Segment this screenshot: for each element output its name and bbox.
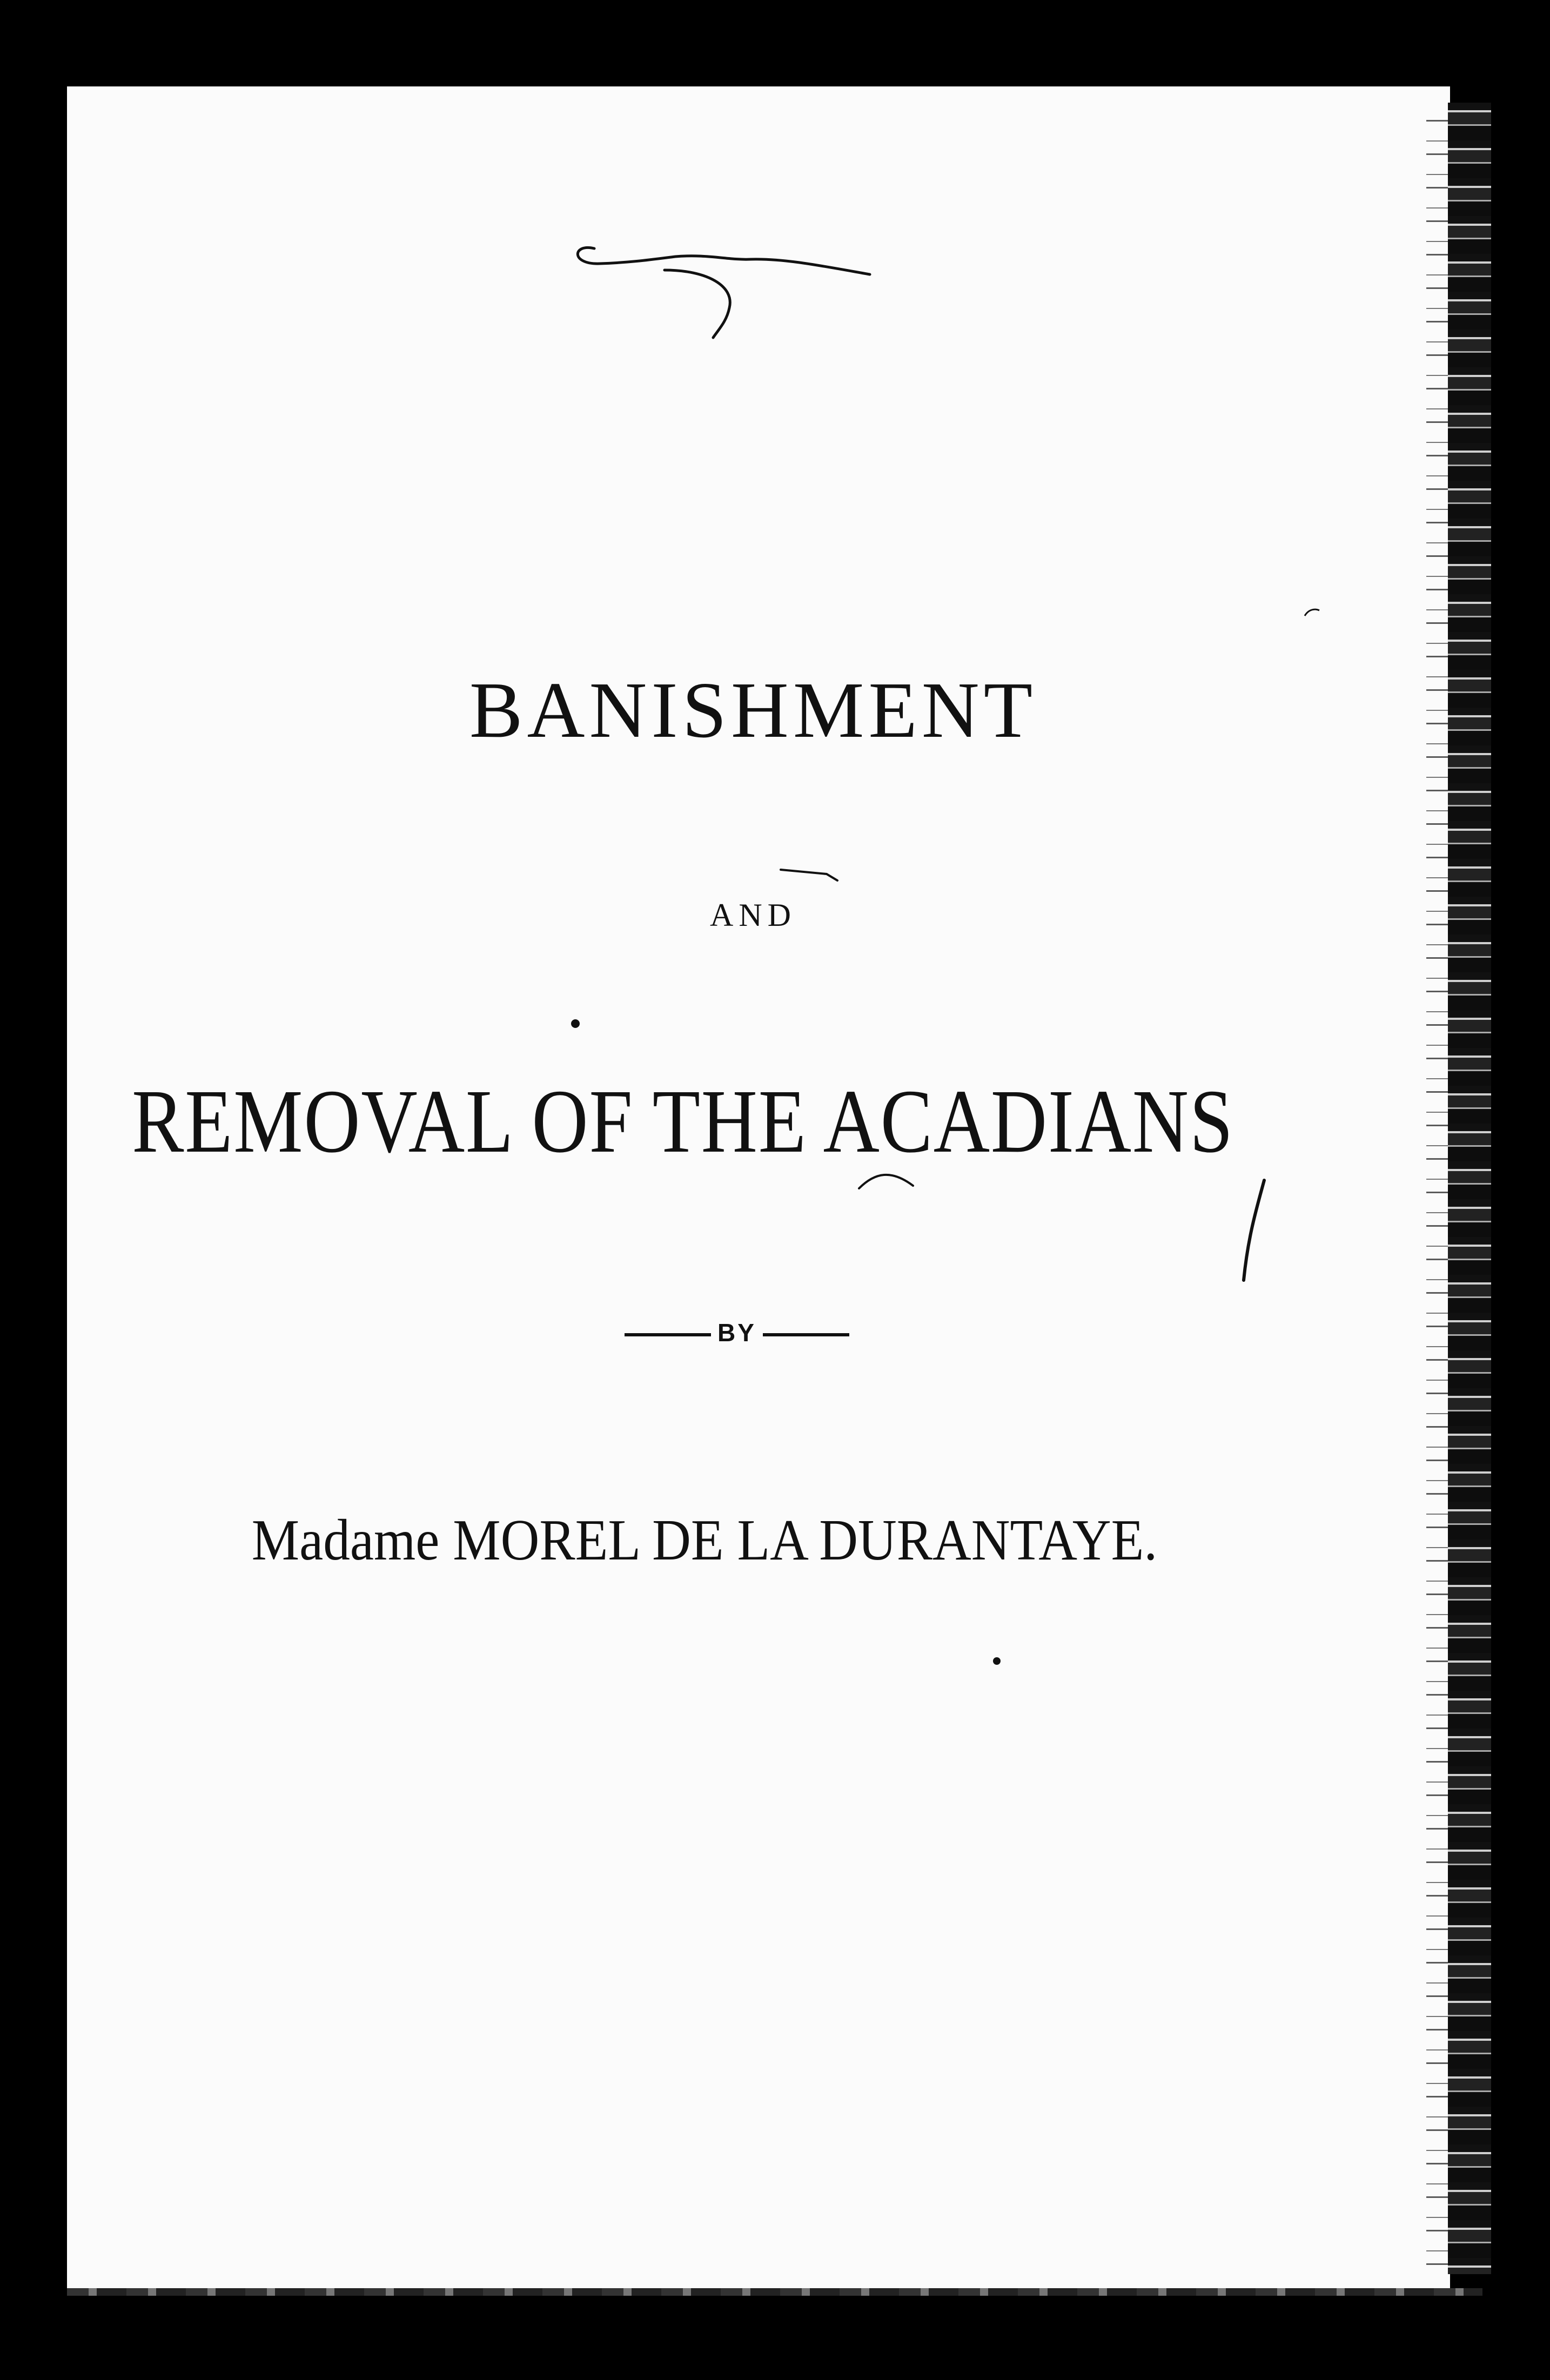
handwritten-scribble: [567, 227, 891, 346]
stray-mark: [1302, 605, 1324, 621]
stray-mark: [778, 864, 843, 886]
rule-right: [763, 1333, 849, 1336]
page-bottom-edge: [67, 2288, 1482, 2296]
byline-by: BY: [717, 1319, 756, 1347]
ink-dot: [989, 1653, 1005, 1669]
ink-dot: [567, 1016, 583, 1032]
title-line-1: BANISHMENT: [469, 666, 1037, 755]
title-line-3: REMOVAL OF THE ACADIANS: [132, 1071, 1234, 1172]
byline-separator: [45, 1318, 1428, 1347]
book-spine: [1448, 103, 1491, 2274]
page-edge-shadow: [1426, 108, 1448, 2269]
rule-left: [625, 1333, 711, 1336]
title-line-2: AND: [710, 897, 796, 933]
pencil-stroke-mark: [1232, 1178, 1275, 1286]
author-name: Madame MOREL DE LA DURANTAYE.: [251, 1508, 1158, 1572]
